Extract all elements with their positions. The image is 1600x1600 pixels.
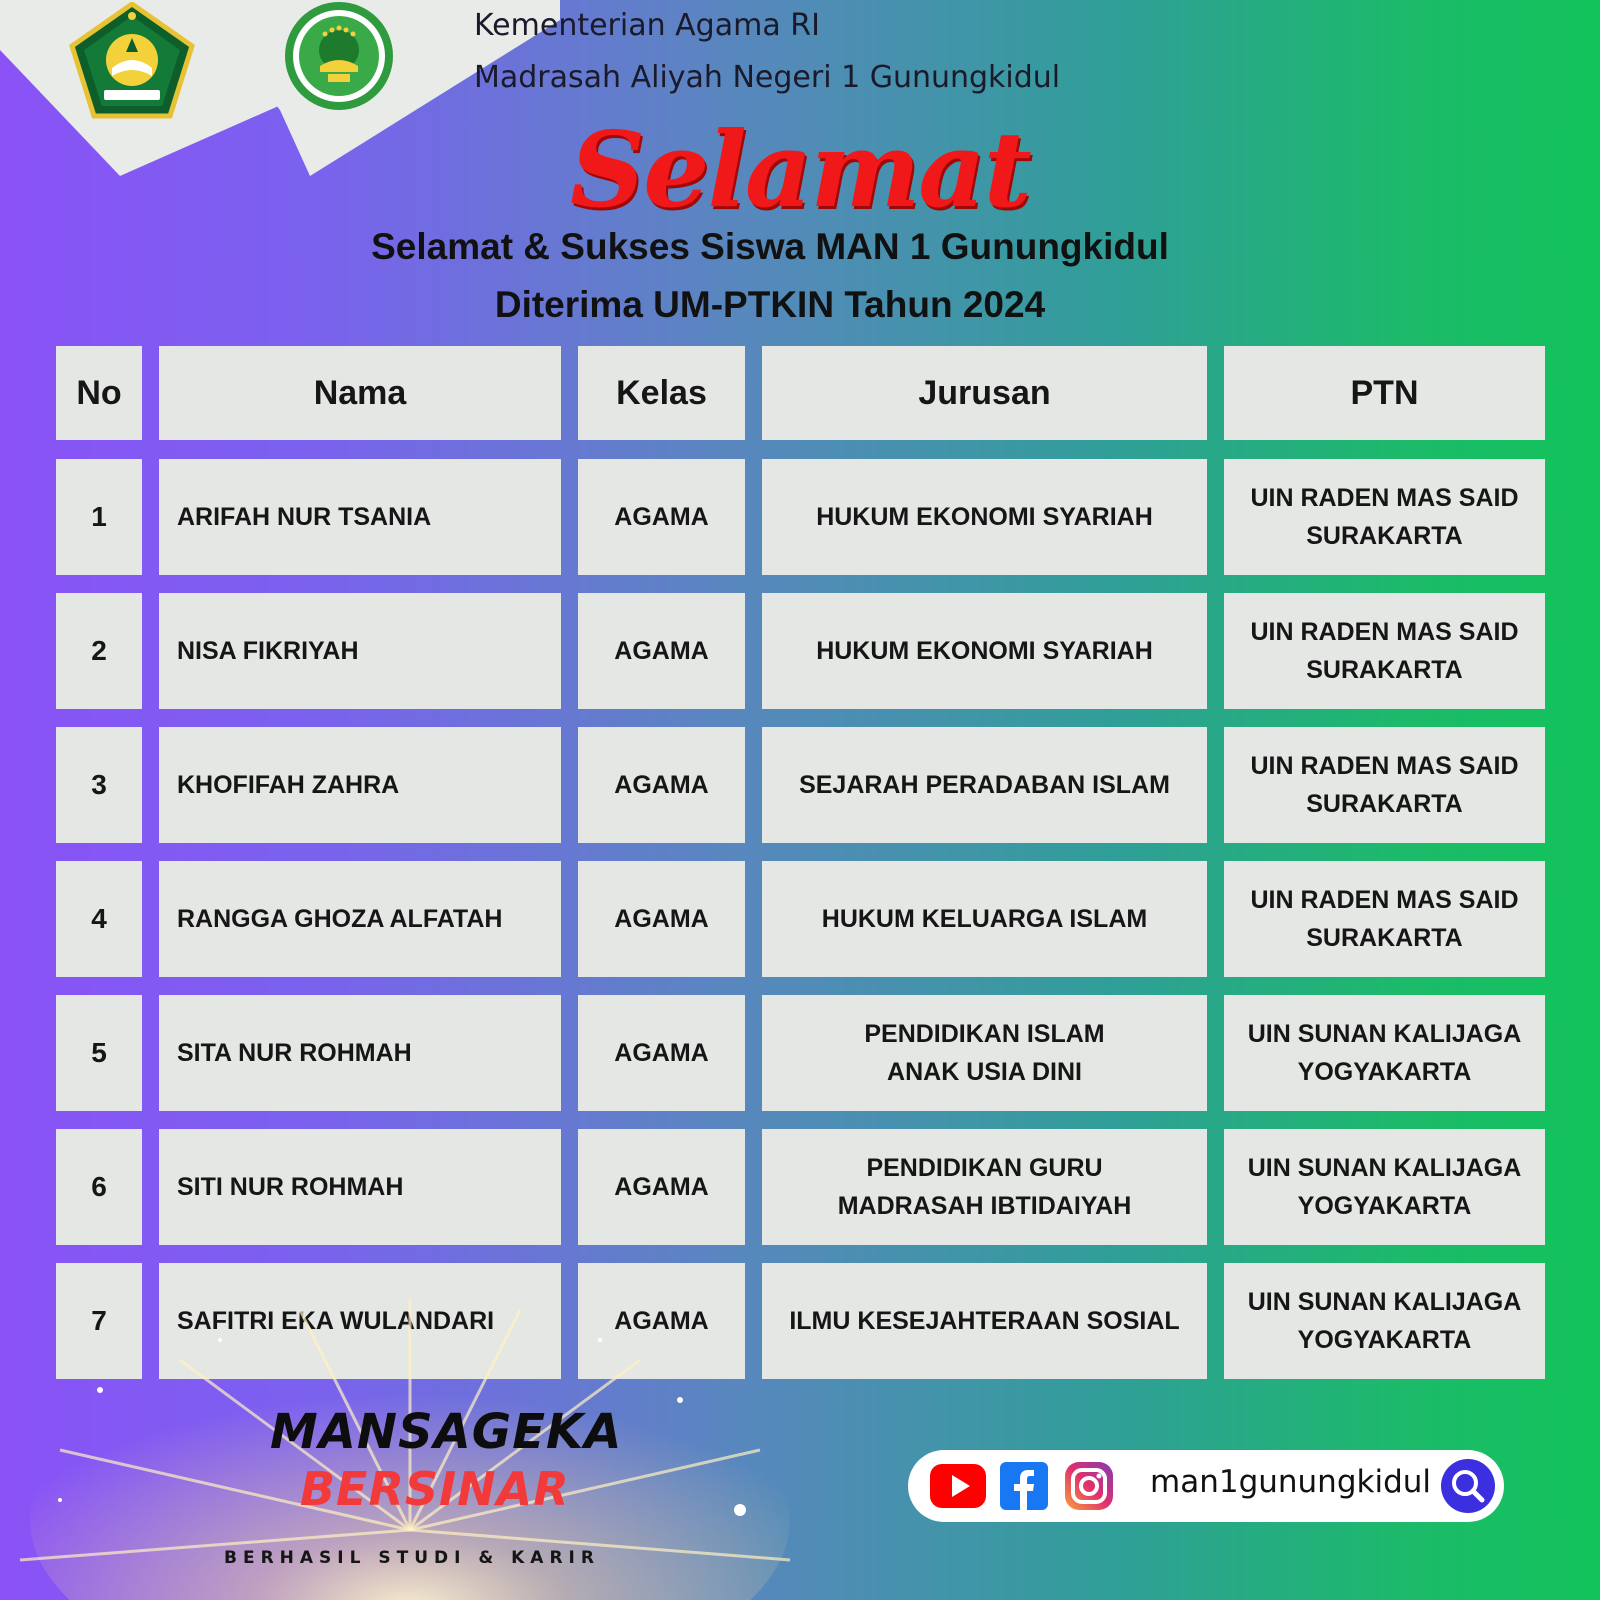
table-cell-jurusan: HUKUM EKONOMI SYARIAH xyxy=(762,459,1207,575)
table-cell-no: 2 xyxy=(56,593,142,709)
motto-mansageka: MANSAGEKA xyxy=(270,1404,623,1460)
subtitle-line-1: Selamat & Sukses Siswa MAN 1 Gunungkidul xyxy=(371,226,1169,267)
table-cell-ptn: UIN RADEN MAS SAID SURAKARTA xyxy=(1224,727,1545,843)
table-cell-no: 5 xyxy=(56,995,142,1111)
table-cell-kelas: AGAMA xyxy=(578,1129,745,1245)
instagram-icon[interactable] xyxy=(1063,1460,1115,1512)
man-school-logo xyxy=(280,0,398,112)
table-header-nama: Nama xyxy=(159,346,561,440)
social-bar xyxy=(908,1450,1504,1522)
table-cell-kelas: AGAMA xyxy=(578,995,745,1111)
table-header-no: No xyxy=(56,346,142,440)
headline: Selamat xyxy=(570,108,1030,231)
table-header-ptn: PTN xyxy=(1224,346,1545,440)
ministry-name: Kementerian Agama RI xyxy=(474,8,820,43)
youtube-icon[interactable] xyxy=(930,1460,986,1512)
table-cell-no: 6 xyxy=(56,1129,142,1245)
table-cell-nama: RANGGA GHOZA ALFATAH xyxy=(159,861,561,977)
table-cell-no: 4 xyxy=(56,861,142,977)
table-cell-jurusan: PENDIDIKAN GURU MADRASAH IBTIDAIYAH xyxy=(762,1129,1207,1245)
table-cell-ptn: UIN SUNAN KALIJAGA YOGYAKARTA xyxy=(1224,995,1545,1111)
table-cell-kelas: AGAMA xyxy=(578,861,745,977)
table-header-jurusan: Jurusan xyxy=(762,346,1207,440)
table-cell-nama: ARIFAH NUR TSANIA xyxy=(159,459,561,575)
table-cell-ptn: UIN RADEN MAS SAID SURAKARTA xyxy=(1224,459,1545,575)
school-name: Madrasah Aliyah Negeri 1 Gunungkidul xyxy=(474,60,1061,95)
kemenag-logo xyxy=(68,2,196,120)
table-cell-kelas: AGAMA xyxy=(578,593,745,709)
table-cell-no: 1 xyxy=(56,459,142,575)
table-cell-no: 7 xyxy=(56,1263,142,1379)
table-cell-ptn: UIN SUNAN KALIJAGA YOGYAKARTA xyxy=(1224,1263,1545,1379)
table-cell-no: 3 xyxy=(56,727,142,843)
table-cell-ptn: UIN RADEN MAS SAID SURAKARTA xyxy=(1224,861,1545,977)
table-cell-ptn: UIN RADEN MAS SAID SURAKARTA xyxy=(1224,593,1545,709)
table-cell-jurusan: ILMU KESEJAHTERAAN SOSIAL xyxy=(762,1263,1207,1379)
table-cell-jurusan: PENDIDIKAN ISLAM ANAK USIA DINI xyxy=(762,995,1207,1111)
subtitle-line-2: Diterima UM-PTKIN Tahun 2024 xyxy=(494,284,1046,325)
table-cell-nama: SITI NUR ROHMAH xyxy=(159,1129,561,1245)
table-cell-ptn: UIN SUNAN KALIJAGA YOGYAKARTA xyxy=(1224,1129,1545,1245)
table-cell-nama: KHOFIFAH ZAHRA xyxy=(159,727,561,843)
motto-bersinar: BERSINAR xyxy=(300,1462,570,1516)
table-cell-nama: SITA NUR ROHMAH xyxy=(159,995,561,1111)
table-cell-jurusan: HUKUM EKONOMI SYARIAH xyxy=(762,593,1207,709)
table-cell-jurusan: HUKUM KELUARGA ISLAM xyxy=(762,861,1207,977)
table-cell-jurusan: SEJARAH PERADABAN ISLAM xyxy=(762,727,1207,843)
table-header-kelas: Kelas xyxy=(578,346,745,440)
table-cell-kelas: AGAMA xyxy=(578,459,745,575)
facebook-icon[interactable] xyxy=(1000,1460,1048,1512)
table-cell-nama: SAFITRI EKA WULANDARI xyxy=(159,1263,561,1379)
motto-tagline: BERHASIL STUDI & KARIR xyxy=(224,1548,600,1568)
table-cell-kelas: AGAMA xyxy=(578,1263,745,1379)
search-icon[interactable] xyxy=(1440,1458,1496,1514)
table-cell-kelas: AGAMA xyxy=(578,727,745,843)
table-cell-nama: NISA FIKRIYAH xyxy=(159,593,561,709)
social-handle[interactable]: man1gunungkidul xyxy=(1150,1464,1432,1500)
